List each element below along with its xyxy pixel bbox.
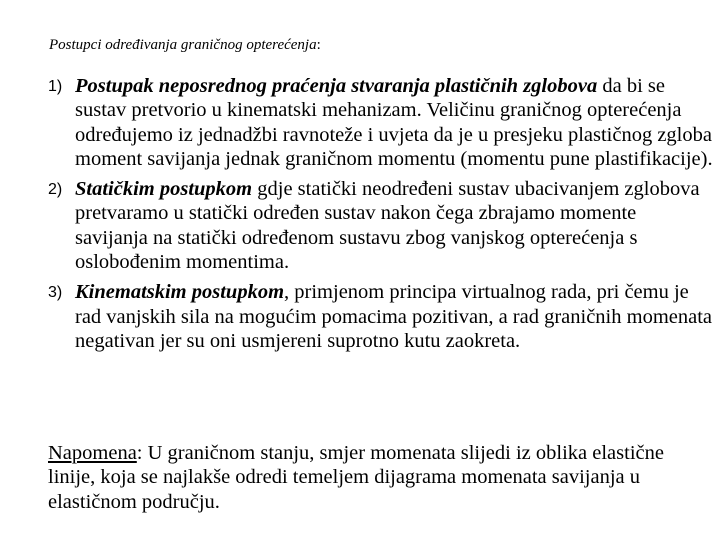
method-list xyxy=(48,74,713,353)
page-title xyxy=(49,36,321,54)
list-item-number: 2) xyxy=(48,181,63,199)
title-text: Postupci određivanja graničnog opterećenja xyxy=(49,37,317,53)
note-paragraph xyxy=(48,441,713,514)
list-item xyxy=(48,280,713,353)
list-item-body: gdje statički neodređeni sustav ubacivanjem zglobova pretvaramo u statički određen sustav nakon čega zbrajamo momente savijanja na statički određenom sustavu zbog vanjskog opterećenja s oslobođenim momentima. xyxy=(75,178,700,274)
note-label: Napomena xyxy=(48,442,137,464)
list-item-lead: Kinematskim postupkom xyxy=(75,281,285,304)
list-item-body: da bi se sustav pretvorio u kinematski mehanizam. Veličinu graničnog opterećenja određujemo iz jednadžbi ravnoteže i uvjeta da je u presjeku plastičnog zgloba moment savijanja jednak graničnom momentu (momentu pune plastifikacije). xyxy=(75,75,713,170)
list-item-number: 3) xyxy=(48,284,63,302)
note-text: : U graničnom stanju, smjer momenata slijedi iz oblika elastične linije, koja se najlakše odredi temeljem dijagrama momenata savijanja u elastičnom području. xyxy=(48,442,664,513)
list-item xyxy=(48,177,713,274)
list-item-lead: Statičkim postupkom xyxy=(75,178,253,201)
list-item-lead: Postupak neposrednog praćenja stvaranja plastičnih zglobova xyxy=(75,75,598,97)
list-item-number: 1) xyxy=(48,78,63,95)
title-colon: : xyxy=(316,37,321,53)
list-item-body: , primjenom principa virtualnog rada, pri čemu je rad vanjskih sila na mogućim pomacima pozitivan, a rad graničnih momenata negativan jer su oni usmjereni suprotno kutu zaokreta. xyxy=(75,281,713,352)
list-item xyxy=(48,74,713,171)
